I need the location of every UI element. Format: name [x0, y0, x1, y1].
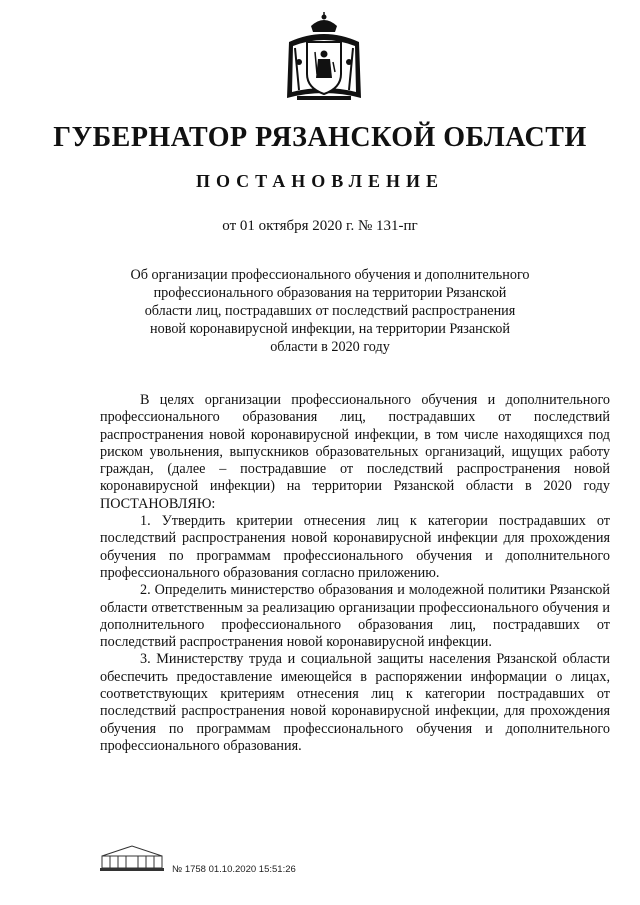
- item-2-paragraph: 2. Определить министерство образования и молодежной политики Рязанской области ответственным за реализацию организации профессионального обучения и дополнительного профессионального образования лиц, пострадавших от последствий распространения новой коронавирусной инфекции.: [100, 582, 610, 651]
- document-type: ПОСТАНОВЛЕНИЕ: [195, 171, 445, 191]
- document-date-number: от 01 октября 2020 г. № 131-пг: [222, 218, 418, 234]
- building-icon: [100, 842, 164, 872]
- document-subject: Об организации профессионального обучения и дополнительного профессионального образования на территории Рязанской области лиц, пострадавших от последствий распространения новой коронавирусной инфекции, на территории Рязанской области в 2020 году: [130, 267, 530, 355]
- item-3-paragraph: 3. Министерству труда и социальной защиты населения Рязанской области обеспечить предоставление имеющейся в распоряжении информации о лицах, соответствующих критериям отнесения лиц к категории пострадавших от последствий распространения новой коронавирусной инфекции, для прохождения обучения по программам профессионального обучения и дополнительного профессионального образования.: [100, 651, 610, 754]
- preamble-paragraph: В целях организации профессионального обучения и дополнительного профессионального образования лиц, пострадавших от последствий распространения новой коронавирусной инфекции, в том числе находящихся под риском увольнения, выпускников образовательных организаций, ищущих работу граждан, (далее – пострадавшие от последствий распространения новой коронавирусной инфекции) на территории Рязанской области в 2020 году ПОСТАНОВЛЯЮ:: [100, 392, 610, 512]
- item-1-paragraph: 1. Утвердить критерии отнесения лиц к категории пострадавших от последствий распространения новой коронавирусной инфекции для прохождения обучения по программам профессионального обучения и дополнительного профессионального образования согласно приложению.: [100, 513, 610, 581]
- registration-stamp: № 1758 01.10.2020 15:51:26: [172, 864, 296, 875]
- coat-of-arms-icon: [283, 12, 365, 104]
- document-body: [100, 392, 610, 755]
- document-authority: ГУБЕРНАТОР РЯЗАНСКОЙ ОБЛАСТИ: [53, 122, 587, 153]
- footer: [100, 840, 520, 880]
